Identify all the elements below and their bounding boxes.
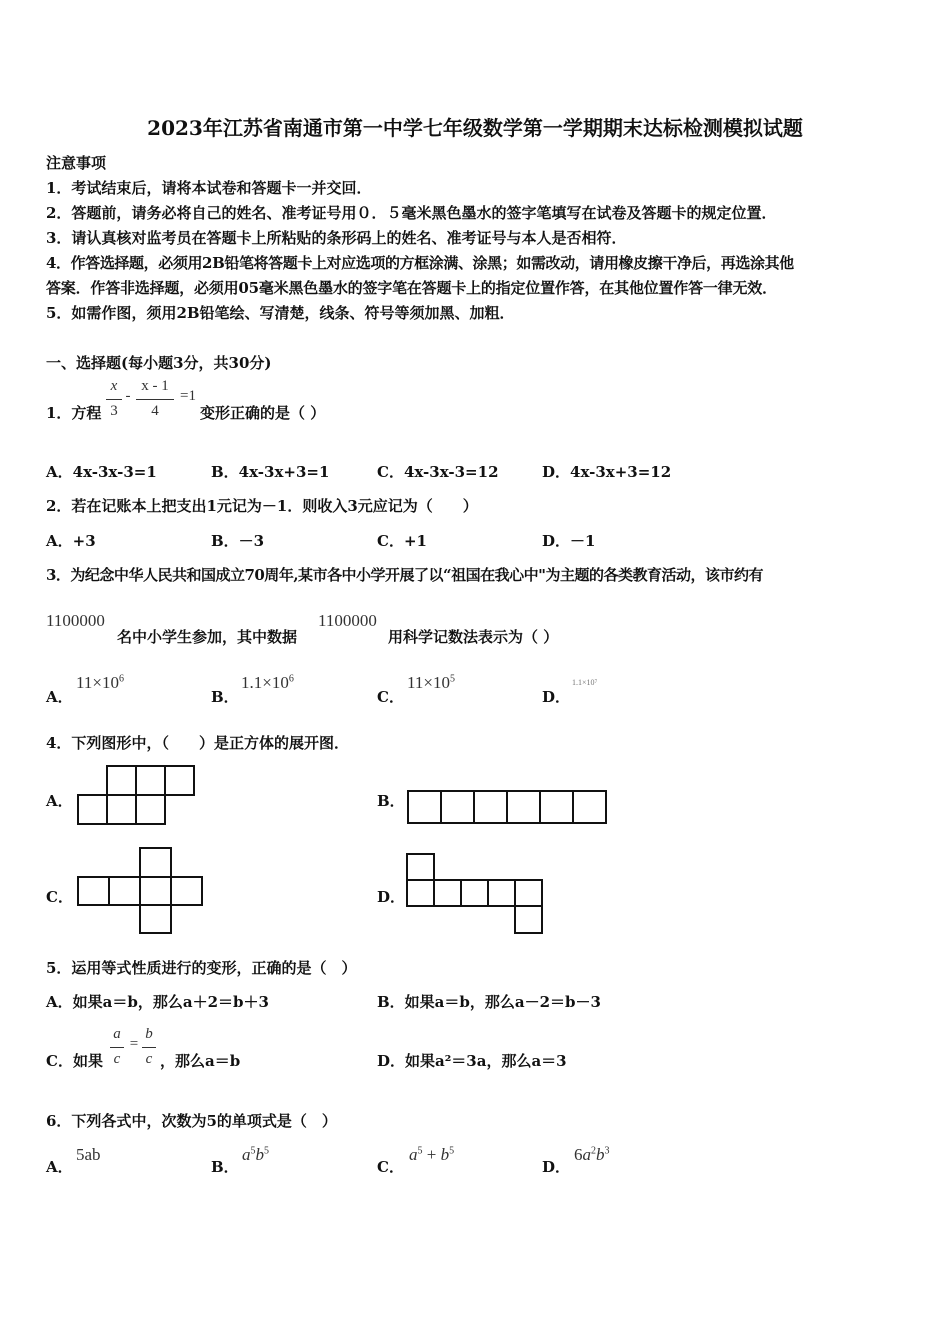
q4-text: 4．下列图形中，（ ）是正方体的展开图． xyxy=(46,734,349,752)
q6-option-c: $a^5 + b^5$ xyxy=(409,1145,455,1164)
q3-label-d: D． xyxy=(542,688,571,706)
notice-item: 答案．作答非选择题，必须用05毫米黑色墨水的签字笔在答题卡上的指定位置作答，在其他位置作答一律无效． xyxy=(46,279,777,297)
q5-option-c-bar2 xyxy=(142,1047,156,1048)
page-title: 2023年江苏省南通市第一中学七年级数学第一学期期末达标检测模拟试题 xyxy=(147,116,803,140)
q1-option-b: B．4x-3x+3=1 xyxy=(211,463,330,481)
q6-option-a: 5ab xyxy=(76,1145,101,1164)
q2-option-b: B．－3 xyxy=(211,532,265,550)
notice-item: 4．作答选择题，必须用2B铅笔将答题卡上对应选项的方框涂满、涂黑；如需改动，请用橡皮擦干净后，再选涂其他 xyxy=(46,254,794,272)
q4-label-a: A． xyxy=(46,792,73,810)
q4-net-b xyxy=(406,789,610,825)
q4-net-d xyxy=(405,852,545,936)
q3-mid2: 用科学记数法表示为（ ） xyxy=(388,628,559,646)
q1-frac2-bar xyxy=(136,399,174,400)
q3-label-c: C． xyxy=(377,688,404,706)
q1-suffix: 变形正确的是（ ） xyxy=(200,404,326,422)
notice-item: 3．请认真核对监考员在答题卡上所粘贴的条形码上的姓名、准考证号与本人是否相符． xyxy=(46,229,627,247)
notice-item: 2．答题前，请务必将自己的姓名、准考证号用０．５毫米黑色墨水的签字笔填写在试卷及答题卡的规定位置． xyxy=(46,204,777,222)
q4-net-c xyxy=(76,846,206,936)
notice-item: 5．如需作图，须用2B铅笔绘、写清楚，线条、符号等须加黑、加粗． xyxy=(46,304,515,322)
q1-option-a: A．4x-3x-3=1 xyxy=(46,463,157,481)
notice-heading: 注意事项 xyxy=(46,154,107,172)
q1-minus: - xyxy=(125,388,131,404)
q6-option-d: $6a^2b^3$ xyxy=(574,1145,610,1164)
q5-option-c-den1: c xyxy=(113,1051,121,1067)
notice-item: 1．考试结束后，请将本试卷和答题卡一并交回． xyxy=(46,179,372,197)
q5-option-c-bar1 xyxy=(110,1047,124,1048)
q2-text: 2．若在记账本上把支出1元记为－1．则收入3元应记为（ ） xyxy=(46,497,478,515)
q5-option-c-prefix: C．如果 xyxy=(46,1052,103,1070)
q1-option-d: D．4x-3x+3=12 xyxy=(542,463,672,481)
q5-option-c-num1: a xyxy=(113,1026,121,1042)
q6-option-b: $a^5b^5$ xyxy=(242,1145,269,1164)
q4-label-b: B． xyxy=(377,792,405,810)
q3-mid1: 名中小学生参加，其中数据 xyxy=(117,628,298,646)
q3-number2: 1100000 xyxy=(318,611,377,630)
q3-label-a: A． xyxy=(46,688,73,706)
q5-option-a: A．如果a＝b，那么a＋2＝b＋3 xyxy=(46,993,269,1011)
q5-option-c-num2: b xyxy=(145,1026,153,1042)
q2-option-d: D．－1 xyxy=(542,532,596,550)
q1-frac1-bar xyxy=(106,399,122,400)
q1-prefix: 1．方程 xyxy=(46,404,102,422)
q1-equals: =1 xyxy=(180,388,196,404)
q1-frac1-denominator: 3 xyxy=(110,403,118,419)
q1-frac1-numerator: x xyxy=(110,378,118,394)
q6-label-b: B． xyxy=(211,1158,239,1176)
q3-option-b: $1.1\times 10^6$ xyxy=(241,673,294,692)
q5-option-c-suffix: ，那么a＝b xyxy=(160,1052,241,1070)
q5-text: 5．运用等式性质进行的变形，正确的是（ ） xyxy=(46,959,357,977)
q2-option-a: A．+3 xyxy=(46,532,96,550)
q4-label-c: C． xyxy=(46,888,73,906)
q1-option-c: C．4x-3x-3=12 xyxy=(377,463,499,481)
section-heading: 一、选择题(每小题3分，共30分) xyxy=(46,354,272,372)
q1-frac2-numerator: x - 1 xyxy=(141,378,169,394)
q5-option-d: D．如果a²＝3a，那么a＝3 xyxy=(377,1052,567,1070)
q2-option-c: C．+1 xyxy=(377,532,427,550)
q6-label-d: D． xyxy=(542,1158,571,1176)
q6-label-c: C． xyxy=(377,1158,404,1176)
q5-option-c-equals: = xyxy=(129,1036,139,1052)
q3-number1: 1100000 xyxy=(46,611,105,630)
q3-option-c: $11\times 10^5$ xyxy=(407,673,455,692)
q3-option-d: 1.1×10⁷ xyxy=(572,678,598,687)
q3-option-a: $11\times 10^6$ xyxy=(76,673,124,692)
q1-frac2-denominator: 4 xyxy=(151,403,159,419)
q4-label-d: D． xyxy=(377,888,406,906)
q3-label-b: B． xyxy=(211,688,239,706)
q5-option-b: B．如果a＝b，那么a－2＝b－3 xyxy=(377,993,601,1011)
q5-option-c-den2: c xyxy=(145,1051,153,1067)
q3-line1: 3．为纪念中华人民共和国成立70周年,某市各中小学开展了以“祖国在我心中"为主题的各类教育活动，该市约有 xyxy=(46,566,763,584)
q6-label-a: A． xyxy=(46,1158,73,1176)
q4-net-a xyxy=(76,765,198,827)
q6-text: 6．下列各式中，次数为5的单项式是（ ） xyxy=(46,1112,337,1130)
